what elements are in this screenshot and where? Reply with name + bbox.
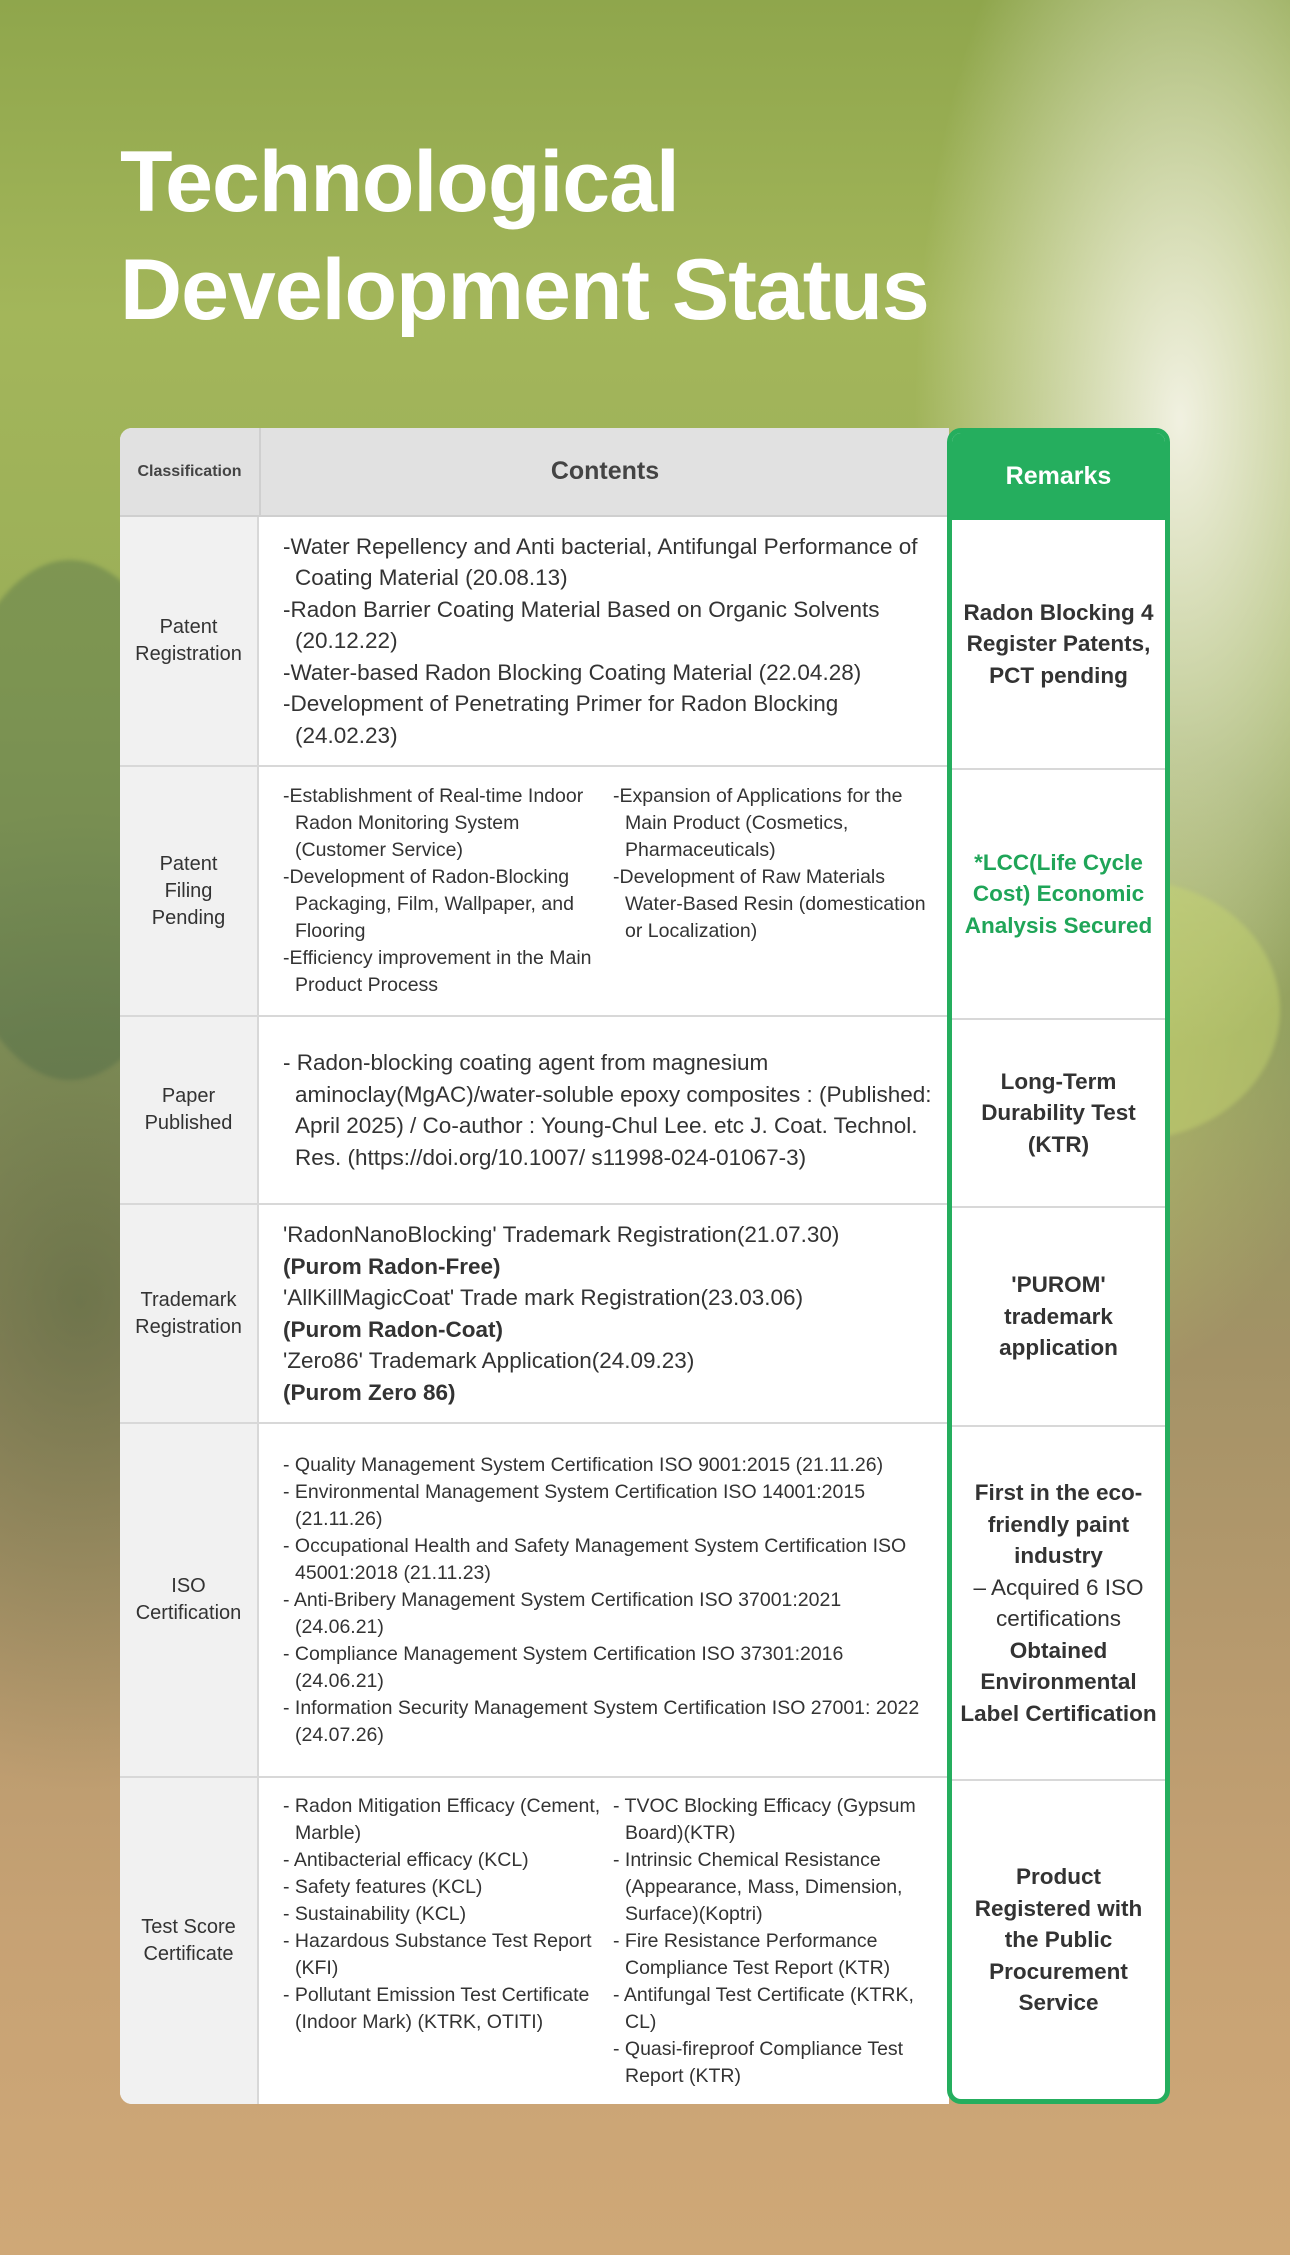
classification-cell: Test Score Certificate — [120, 1778, 259, 2104]
right-column — [613, 1793, 945, 2090]
contents-cell — [259, 1205, 949, 1422]
remarks-cell — [952, 770, 1165, 1020]
trademark-line: 'AllKillMagicCoat' Trade mark Registration(23.03.06) — [283, 1285, 804, 1310]
content-item: - Environmental Management System Certification ISO 14001:2015 (21.11.26) — [283, 1480, 866, 1530]
title-line-1: Technological — [120, 134, 679, 230]
right-column — [613, 783, 945, 999]
classification-cell: ISO Certification — [120, 1424, 259, 1776]
remarks-cell — [952, 1208, 1165, 1427]
content-item: - Occupational Health and Safety Management System Certification ISO 45001:2018 (21.11.23) — [283, 1534, 907, 1584]
remarks-text: 'PUROM' trademark application — [999, 1272, 1118, 1361]
content-item: - Fire Resistance Performance Compliance Test Report (KTR) — [613, 1929, 891, 1979]
remarks-text: PCT pending — [989, 662, 1128, 688]
contents-header: Contents — [261, 428, 949, 515]
two-column-list — [283, 1793, 945, 2090]
table-row — [120, 517, 949, 767]
remarks-text: Product Registered with the Public Procurement Service — [974, 1864, 1143, 2016]
classification-cell: Paper Published — [120, 1017, 259, 1203]
content-item: -Efficiency improvement in the Main Product Process — [283, 947, 592, 996]
remarks-text-highlight: *LCC(Life Cycle Cost) Economic Analysis Secured — [964, 849, 1153, 938]
remarks-text: First in the eco-friendly paint industry — [974, 1480, 1143, 1568]
trademark-line: 'RadonNanoBlocking' Trademark Registration(21.07.30) — [283, 1222, 840, 1247]
table-header-row — [120, 428, 949, 517]
classification-cell: Patent Filing Pending — [120, 767, 259, 1015]
content-item: -Water-based Radon Blocking Coating Material (22.04.28) — [283, 659, 862, 685]
content-item: - Information Security Management System Certification ISO 27001: 2022 (24.07.26) — [283, 1696, 920, 1746]
trademark-brand: (Purom Radon-Coat) — [283, 1316, 503, 1342]
development-status-table — [120, 428, 1170, 2104]
table-row — [120, 1205, 949, 1424]
content-item: -Water Repellency and Anti bacterial, Antifungal Performance of Coating Material (20.08.13) — [283, 533, 918, 591]
remarks-cell — [952, 1427, 1165, 1781]
content-item: -Establishment of Real-time Indoor Radon Monitoring System (Customer Service) — [283, 785, 584, 861]
content-item: - Radon Mitigation Efficacy (Cement, Marble) — [283, 1794, 601, 1844]
contents-cell — [259, 767, 949, 1015]
remarks-cell — [952, 520, 1165, 770]
content-item: -Development of Radon-Blocking Packaging, Film, Wallpaper, and Flooring — [283, 866, 574, 942]
classification-header: Classification — [120, 428, 261, 515]
content-item: - TVOC Blocking Efficacy (Gypsum Board)(KTR) — [613, 1794, 916, 1844]
table-row — [120, 1424, 949, 1778]
content-item: -Expansion of Applications for the Main Product (Cosmetics, Pharmaceuticals) — [613, 785, 903, 861]
content-item: - Pollutant Emission Test Certificate (Indoor Mark) (KTRK, OTITI) — [283, 1983, 590, 2033]
content-item: - Antibacterial efficacy (KCL) — [283, 1848, 529, 1871]
content-item: - Hazardous Substance Test Report (KFI) — [283, 1929, 592, 1979]
content-item: - Radon-blocking coating agent from magnesium aminoclay(MgAC)/water-soluble epoxy composites : (Published: April 2025) / Co-author : Young-Chul Lee. etc J. Coat. Technol. Res. (https://doi.org/10.1007/ s11998-024-01067-3) — [283, 1050, 932, 1170]
table-grid — [120, 428, 949, 2104]
remarks-column — [947, 428, 1170, 2104]
remarks-cell — [952, 1781, 1165, 2099]
content-item: - Compliance Management System Certification ISO 37301:2016 (24.06.21) — [283, 1642, 844, 1692]
table-row — [120, 1778, 949, 2104]
table-row — [120, 767, 949, 1017]
contents-cell — [259, 1778, 949, 2104]
remarks-text: Obtained Environmental Label Certification — [960, 1637, 1157, 1726]
content-item: -Radon Barrier Coating Material Based on Organic Solvents (20.12.22) — [283, 596, 880, 654]
left-column — [283, 1793, 613, 2090]
content-item: -Development of Raw Materials Water-Based Resin (domestication or Localization) — [613, 866, 926, 942]
two-column-list — [283, 783, 945, 999]
content-item: -Development of Penetrating Primer for Radon Blocking (24.02.23) — [283, 691, 839, 748]
page-title — [120, 128, 929, 344]
remarks-text: Radon Blocking 4 Register Patents, — [963, 599, 1154, 657]
content-item: - Antifungal Test Certificate (KTRK, CL) — [613, 1983, 914, 2033]
trademark-line: 'Zero86' Trademark Application(24.09.23) — [283, 1348, 695, 1373]
content-item: - Quality Management System Certification ISO 9001:2015 (21.11.26) — [283, 1453, 884, 1476]
remarks-text: Long-Term Durability Test (KTR) — [981, 1068, 1136, 1157]
content-item: - Safety features (KCL) — [283, 1875, 483, 1898]
classification-cell: Patent Registration — [120, 517, 259, 765]
remarks-text: – Acquired 6 ISO certifications — [973, 1574, 1144, 1631]
contents-cell — [259, 517, 949, 765]
table-row — [120, 1017, 949, 1205]
left-column — [283, 783, 613, 999]
remarks-cell — [952, 1020, 1165, 1208]
content-item: - Quasi-fireproof Compliance Test Report (KTR) — [613, 2037, 904, 2087]
contents-cell — [259, 1017, 949, 1203]
trademark-brand: (Purom Zero 86) — [283, 1379, 456, 1405]
classification-cell: Trademark Registration — [120, 1205, 259, 1422]
title-line-2: Development Status — [120, 242, 929, 338]
contents-cell — [259, 1424, 949, 1776]
content-item: - Sustainability (KCL) — [283, 1902, 467, 1925]
trademark-brand: (Purom Radon-Free) — [283, 1253, 501, 1279]
content-item: - Anti-Bribery Management System Certification ISO 37001:2021 (24.06.21) — [283, 1588, 842, 1638]
content-item: - Intrinsic Chemical Resistance (Appearance, Mass, Dimension, Surface)(Koptri) — [613, 1848, 903, 1925]
remarks-header: Remarks — [952, 433, 1165, 520]
